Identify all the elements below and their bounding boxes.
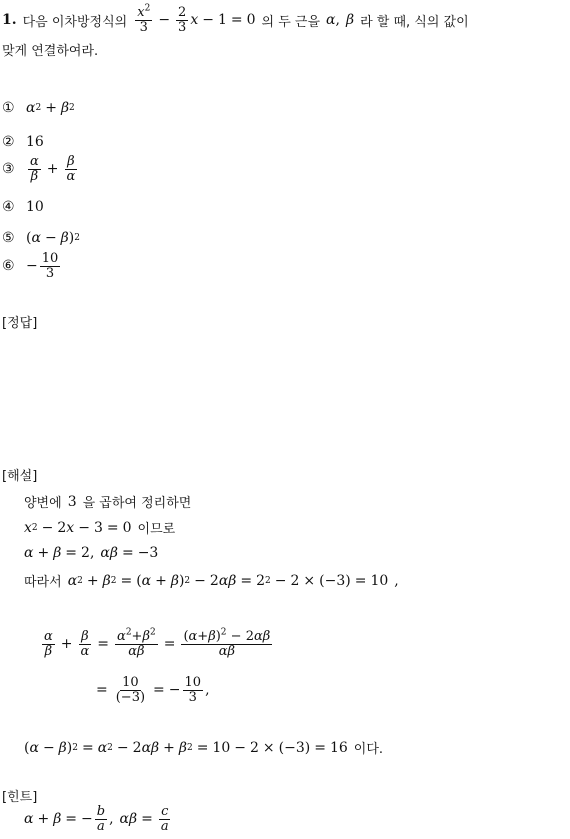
solution-label: [해설] [2,469,38,484]
option-1: ① α 2 + β 2 [2,100,75,116]
hint-label: [힌트] [2,790,38,805]
equation-fraction-2-over-3: $\frac{2}{3}$ [178,5,187,35]
problem-stem-text-3: 라 할 때, 식의 값이 [360,14,469,30]
hint-formula: α + β = − $\frac{b}{a}$ , αβ = $\frac{c}{a}$ [24,804,169,834]
solution-line-5: $\frac{\alpha}{\beta}$ + $\frac{\beta}{\alpha}$ = $\frac{\alpha^2+\beta^2}{\alpha\beta}$ = $\frac{(\alpha+\beta)^2 - 2\alpha\beta}{\alpha\beta}$ [44,627,271,659]
problem-stem-text: 다음 이차방정식의 [22,14,128,30]
solution-line-2: x 2 − 2 x − 3 = 0 이므로 [24,519,176,537]
solution-line-7: ( α − β ) 2 = α 2 − 2 αβ + β 2 = 10 − 2 × (−3) = 16 이다. [24,739,384,757]
beta-symbol: β [345,12,355,29]
problem-line-1: 1. 다음 이차방정식의 $\frac{x^2}{3}$ − $\frac{2}{3}$ x − 1 = 0 의 두 근을 α , β 라 할 때, 식의 값이 [2,3,469,35]
solution-line-4: 따라서 α 2 + β 2 = ( α + β ) 2 − 2 αβ = 2 2 − 2 × (−3) = 10 , [24,572,399,590]
option-2-value: 16 [26,134,44,150]
solution-line-6: = $\frac{10}{(-3)}$ = − $\frac{10}{3}$ , [96,675,210,705]
problem-stem-text-2: 의 두 근을 [261,14,321,30]
option-2: ② 16 [2,134,44,150]
alpha-symbol: α [326,12,336,29]
answer-label: [정답] [2,316,38,331]
equation-fraction-x2-over-3: $\frac{x^2}{3}$ [137,3,151,35]
option-4-value: 10 [26,199,44,215]
option-6: ⑥ − $\frac{10}{3}$ [2,251,59,281]
problem-number: 1. [2,12,17,29]
solution-line-3: α + β = 2, αβ = −3 [24,545,159,561]
problem-line-2: 맞게 연결하여라. [2,44,99,59]
option-4: ④ 10 [2,199,44,215]
option-5: ⑤ ( α − β ) 2 [2,230,80,246]
option-3: ③ $\frac{\alpha}{\beta}$ + $\frac{\beta}{\alpha}$ [2,154,76,184]
solution-line-1: 양변에 3 을 곱하여 정리하면 [24,493,192,511]
